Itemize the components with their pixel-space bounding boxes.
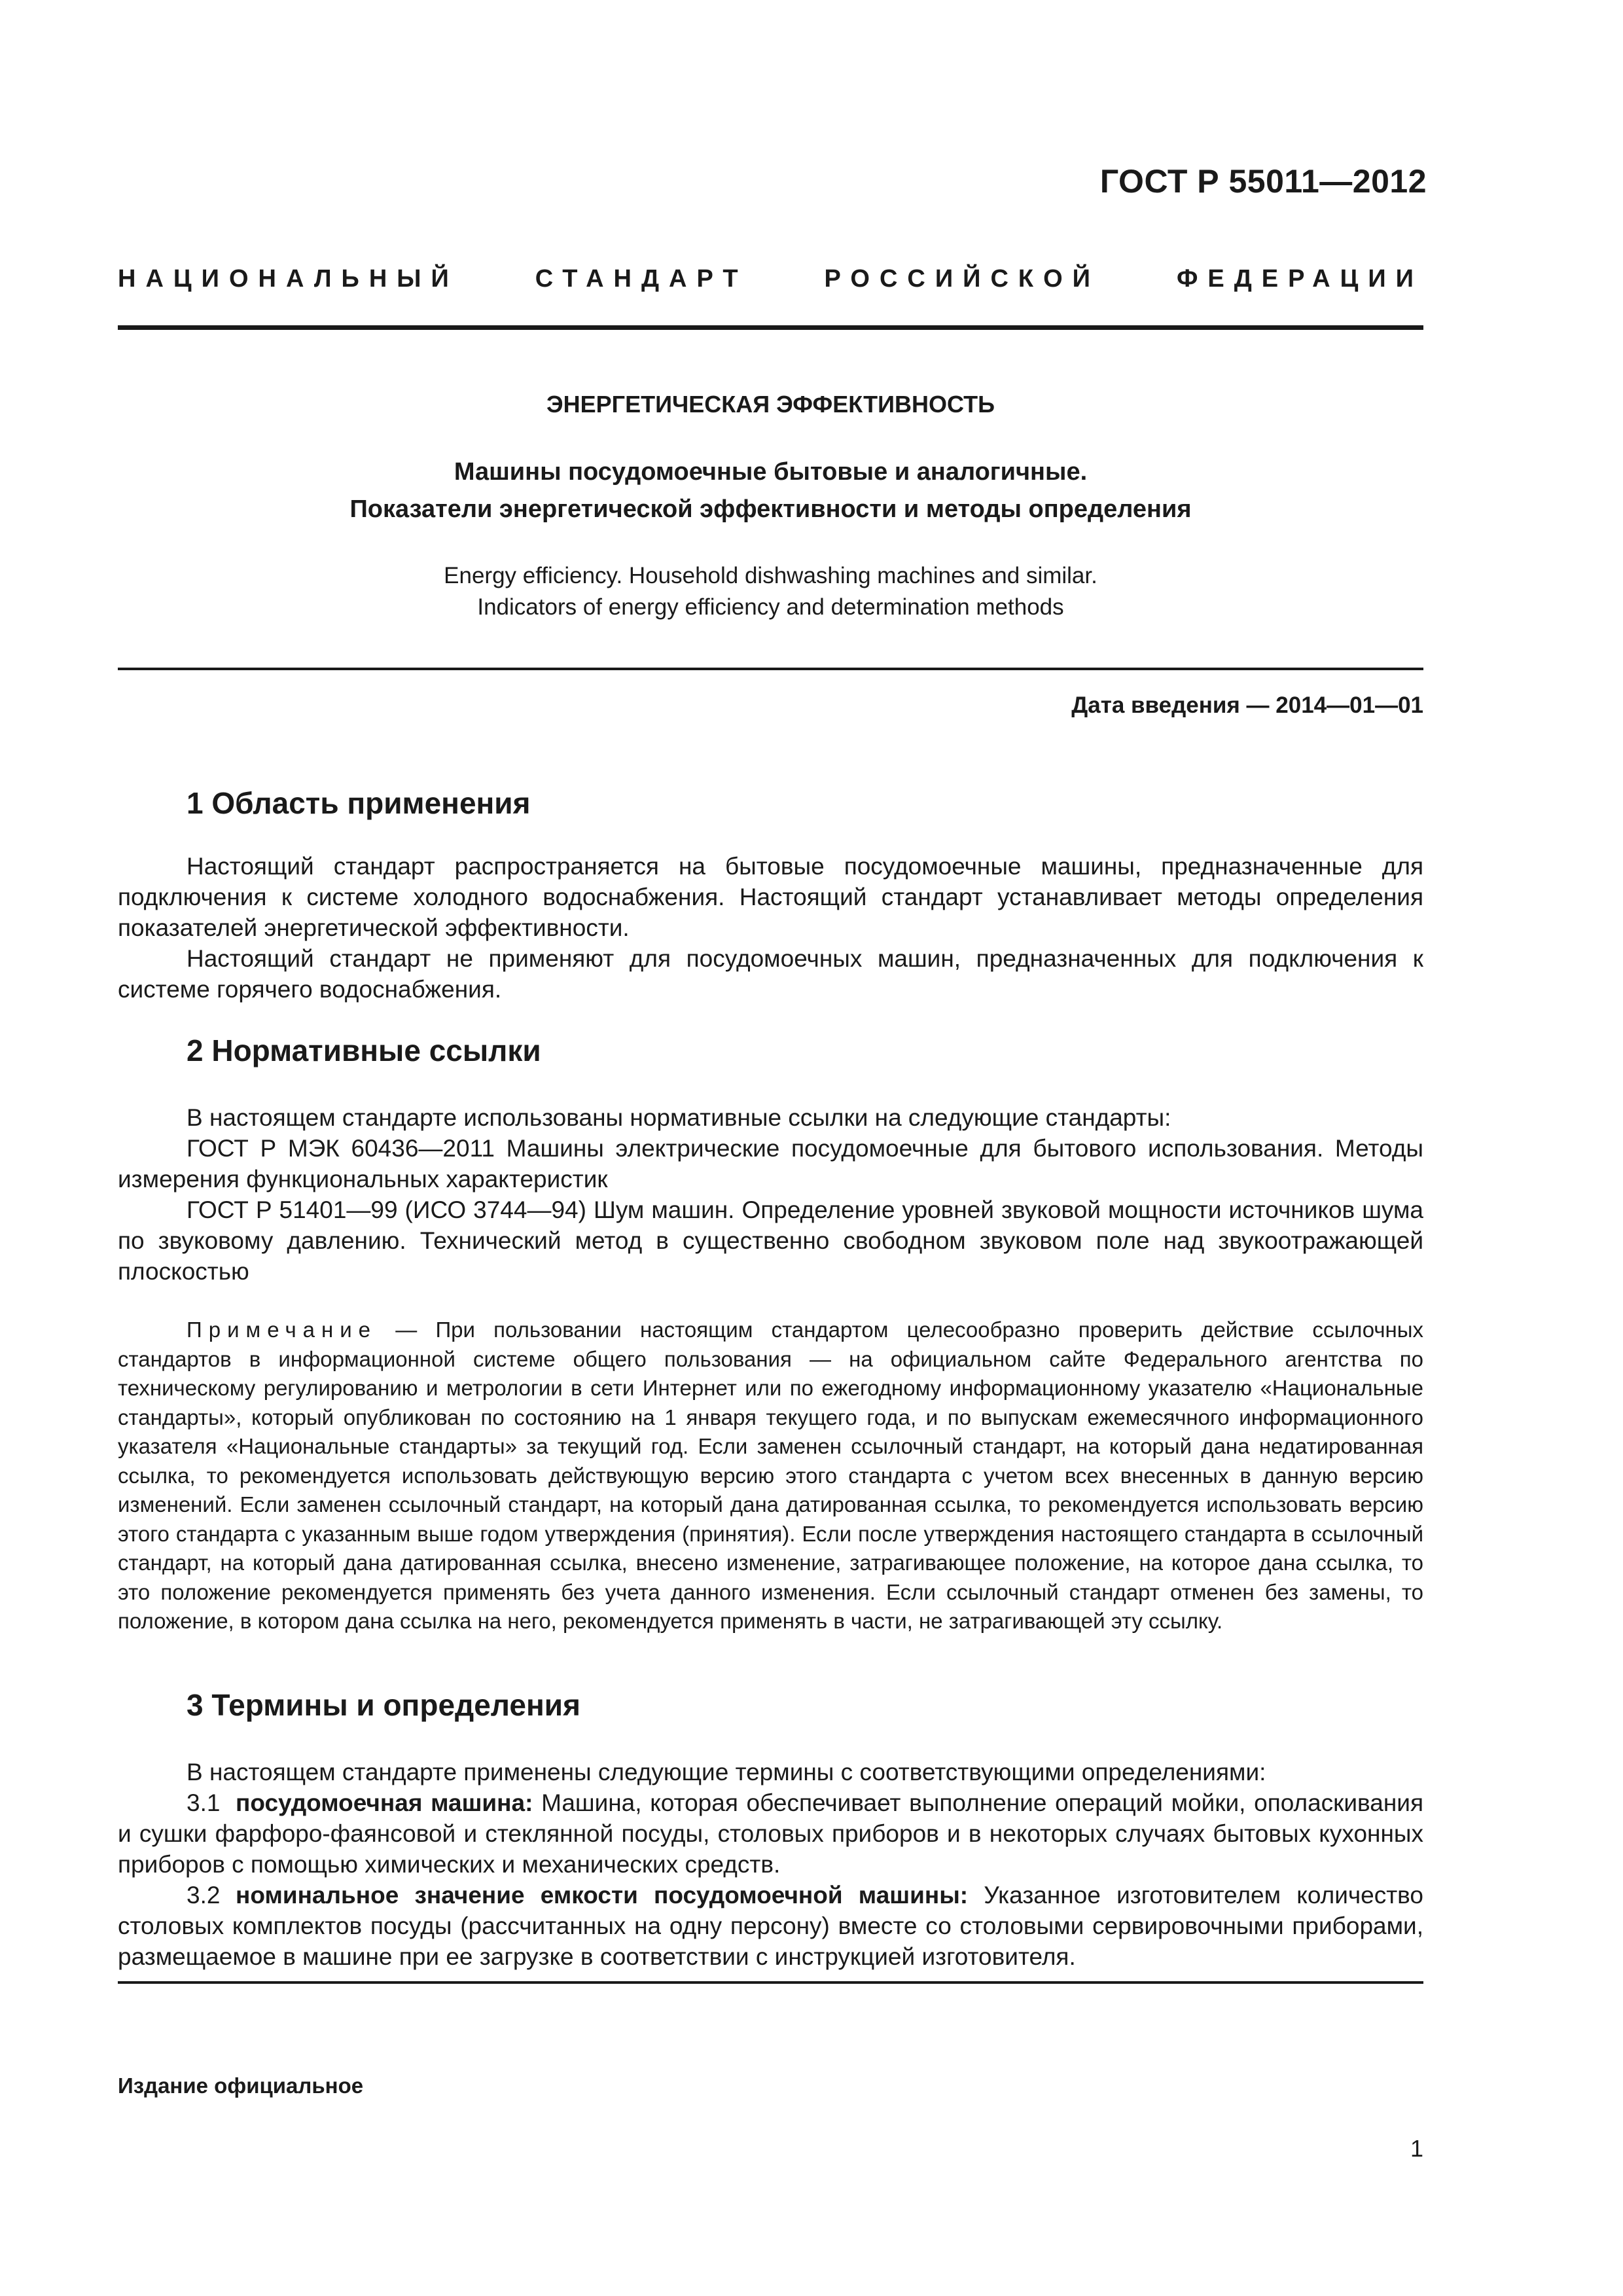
paragraph: В настоящем стандарте применены следующие термины с соответствующими определениями: <box>187 1759 1266 1785</box>
header-divider <box>118 325 1423 330</box>
section-heading: 1 Область применения <box>187 786 531 820</box>
term-definition <box>118 1787 1423 1880</box>
paragraph: В настоящем стандарте использованы нормативные ссылки на следующие стандарты: <box>187 1104 1171 1131</box>
term-text: Машина, которая обеспечивает выполнение операций мойки, ополаскивания и сушки фарфоро-фаянсовой и стеклянной посуды, столовых приборов и в некоторых случаях бытовых кухонных приборов с помощью химических и механических средств. <box>118 1789 1423 1878</box>
document-subtitle-line1: Машины посудомоечные бытовые и аналогичные. <box>454 458 1088 486</box>
document-subtitle-line2: Показатели энергетической эффективности и методы определения <box>349 495 1192 523</box>
note-block <box>118 1316 1423 1636</box>
document-title: ЭНЕРГЕТИЧЕСКАЯ ЭФФЕКТИВНОСТЬ <box>546 391 995 418</box>
english-title-line2: Indicators of energy efficiency and determination methods <box>477 594 1064 620</box>
note-text: — При пользовании настоящим стандартом целесообразно проверить действие ссылочных стандартов в информационной системе общего пользования — на официальном сайте Федерального агентства по техническому регулированию и метрологии в сети Интернет или по ежегодному информационному указателю «Национальные стандарты», который опубликован по состоянию на 1 января текущего года, и по выпускам ежемесячного информационного указателя «Национальные стандарты» за текущий год. Если заменен ссылочный стандарт, на который дана недатированная ссылка, то рекомендуется использовать действующую версию этого стандарта с учетом всех внесенных в данную версию изменений. Если заменен ссылочный стандарт, на который дана датированная ссылка, то рекомендуется использовать версию этого стандарта с указанным выше годом утверждения (принятия). Если после утверждения настоящего стандарта в ссылочный стандарт, на который дана датированная ссылка, внесено изменение, затрагивающее положение, на которое дана ссылка, то это положение рекомендуется применять без учета данного изменения. Если ссылочный стандарт отменен без замены, то положение, в котором дана ссылка на него, рекомендуется применять в части, не затрагивающей эту ссылку. <box>118 1318 1423 1633</box>
term-name: посудомоечная машина: <box>236 1789 533 1816</box>
edition-label: Издание официальное <box>118 2073 364 2098</box>
banner-word: РОССИЙСКОЙ <box>824 265 1100 293</box>
term-name: номинальное значение емкости посудомоечной машины: <box>236 1882 969 1909</box>
paragraph: Настоящий стандарт не применяют для посудомоечных машин, предназначенных для подключения к системе горячего водоснабжения. <box>118 945 1423 1003</box>
paragraph: Настоящий стандарт распространяется на бытовые посудомоечные машины, предназначенные для подключения к системе холодного водоснабжения. Настоящий стандарт устанавливает методы определения показателей энергетической эффективности. <box>118 853 1423 941</box>
title-divider <box>118 668 1423 670</box>
term-definition <box>118 1880 1423 1972</box>
page-number: 1 <box>1410 2135 1423 2162</box>
term-number: 3.1 <box>187 1789 221 1816</box>
section-heading: 2 Нормативные ссылки <box>187 1033 541 1067</box>
section-heading: 3 Термины и определения <box>187 1688 580 1722</box>
introduction-date: Дата введения — 2014—01—01 <box>1071 692 1423 718</box>
banner-word: НАЦИОНАЛЬНЫЙ <box>118 265 459 293</box>
national-standard-banner <box>118 265 1423 293</box>
note-label: Примечание <box>187 1318 378 1342</box>
reference-entry: ГОСТ Р 51401—99 (ИСО 3744—94) Шум машин. Определение уровней звуковой мощности источников шума по звуковому давлению. Технический метод в существенно свободном звуковом поле над звукоотражающей плоскостью <box>118 1196 1423 1285</box>
banner-word: ФЕДЕРАЦИИ <box>1176 265 1423 293</box>
term-text: Указанное изготовителем количество столовых комплектов посуды (рассчитанных на одну персону) вместе со столовыми сервировочными приборами, размещаемое в машине при ее загрузке в соответствии с инструкцией изготовителя. <box>118 1882 1423 1970</box>
reference-entry: ГОСТ Р МЭК 60436—2011 Машины электрические посудомоечные для бытового использования. Методы измерения функциональных характеристик <box>118 1135 1423 1193</box>
standard-number: ГОСТ Р 55011—2012 <box>1099 163 1427 200</box>
english-title-line1: Energy efficiency. Household dishwashing machines and similar. <box>444 563 1097 588</box>
banner-word: СТАНДАРТ <box>535 265 748 293</box>
term-number: 3.2 <box>187 1882 221 1909</box>
footer-divider <box>118 1981 1423 1984</box>
